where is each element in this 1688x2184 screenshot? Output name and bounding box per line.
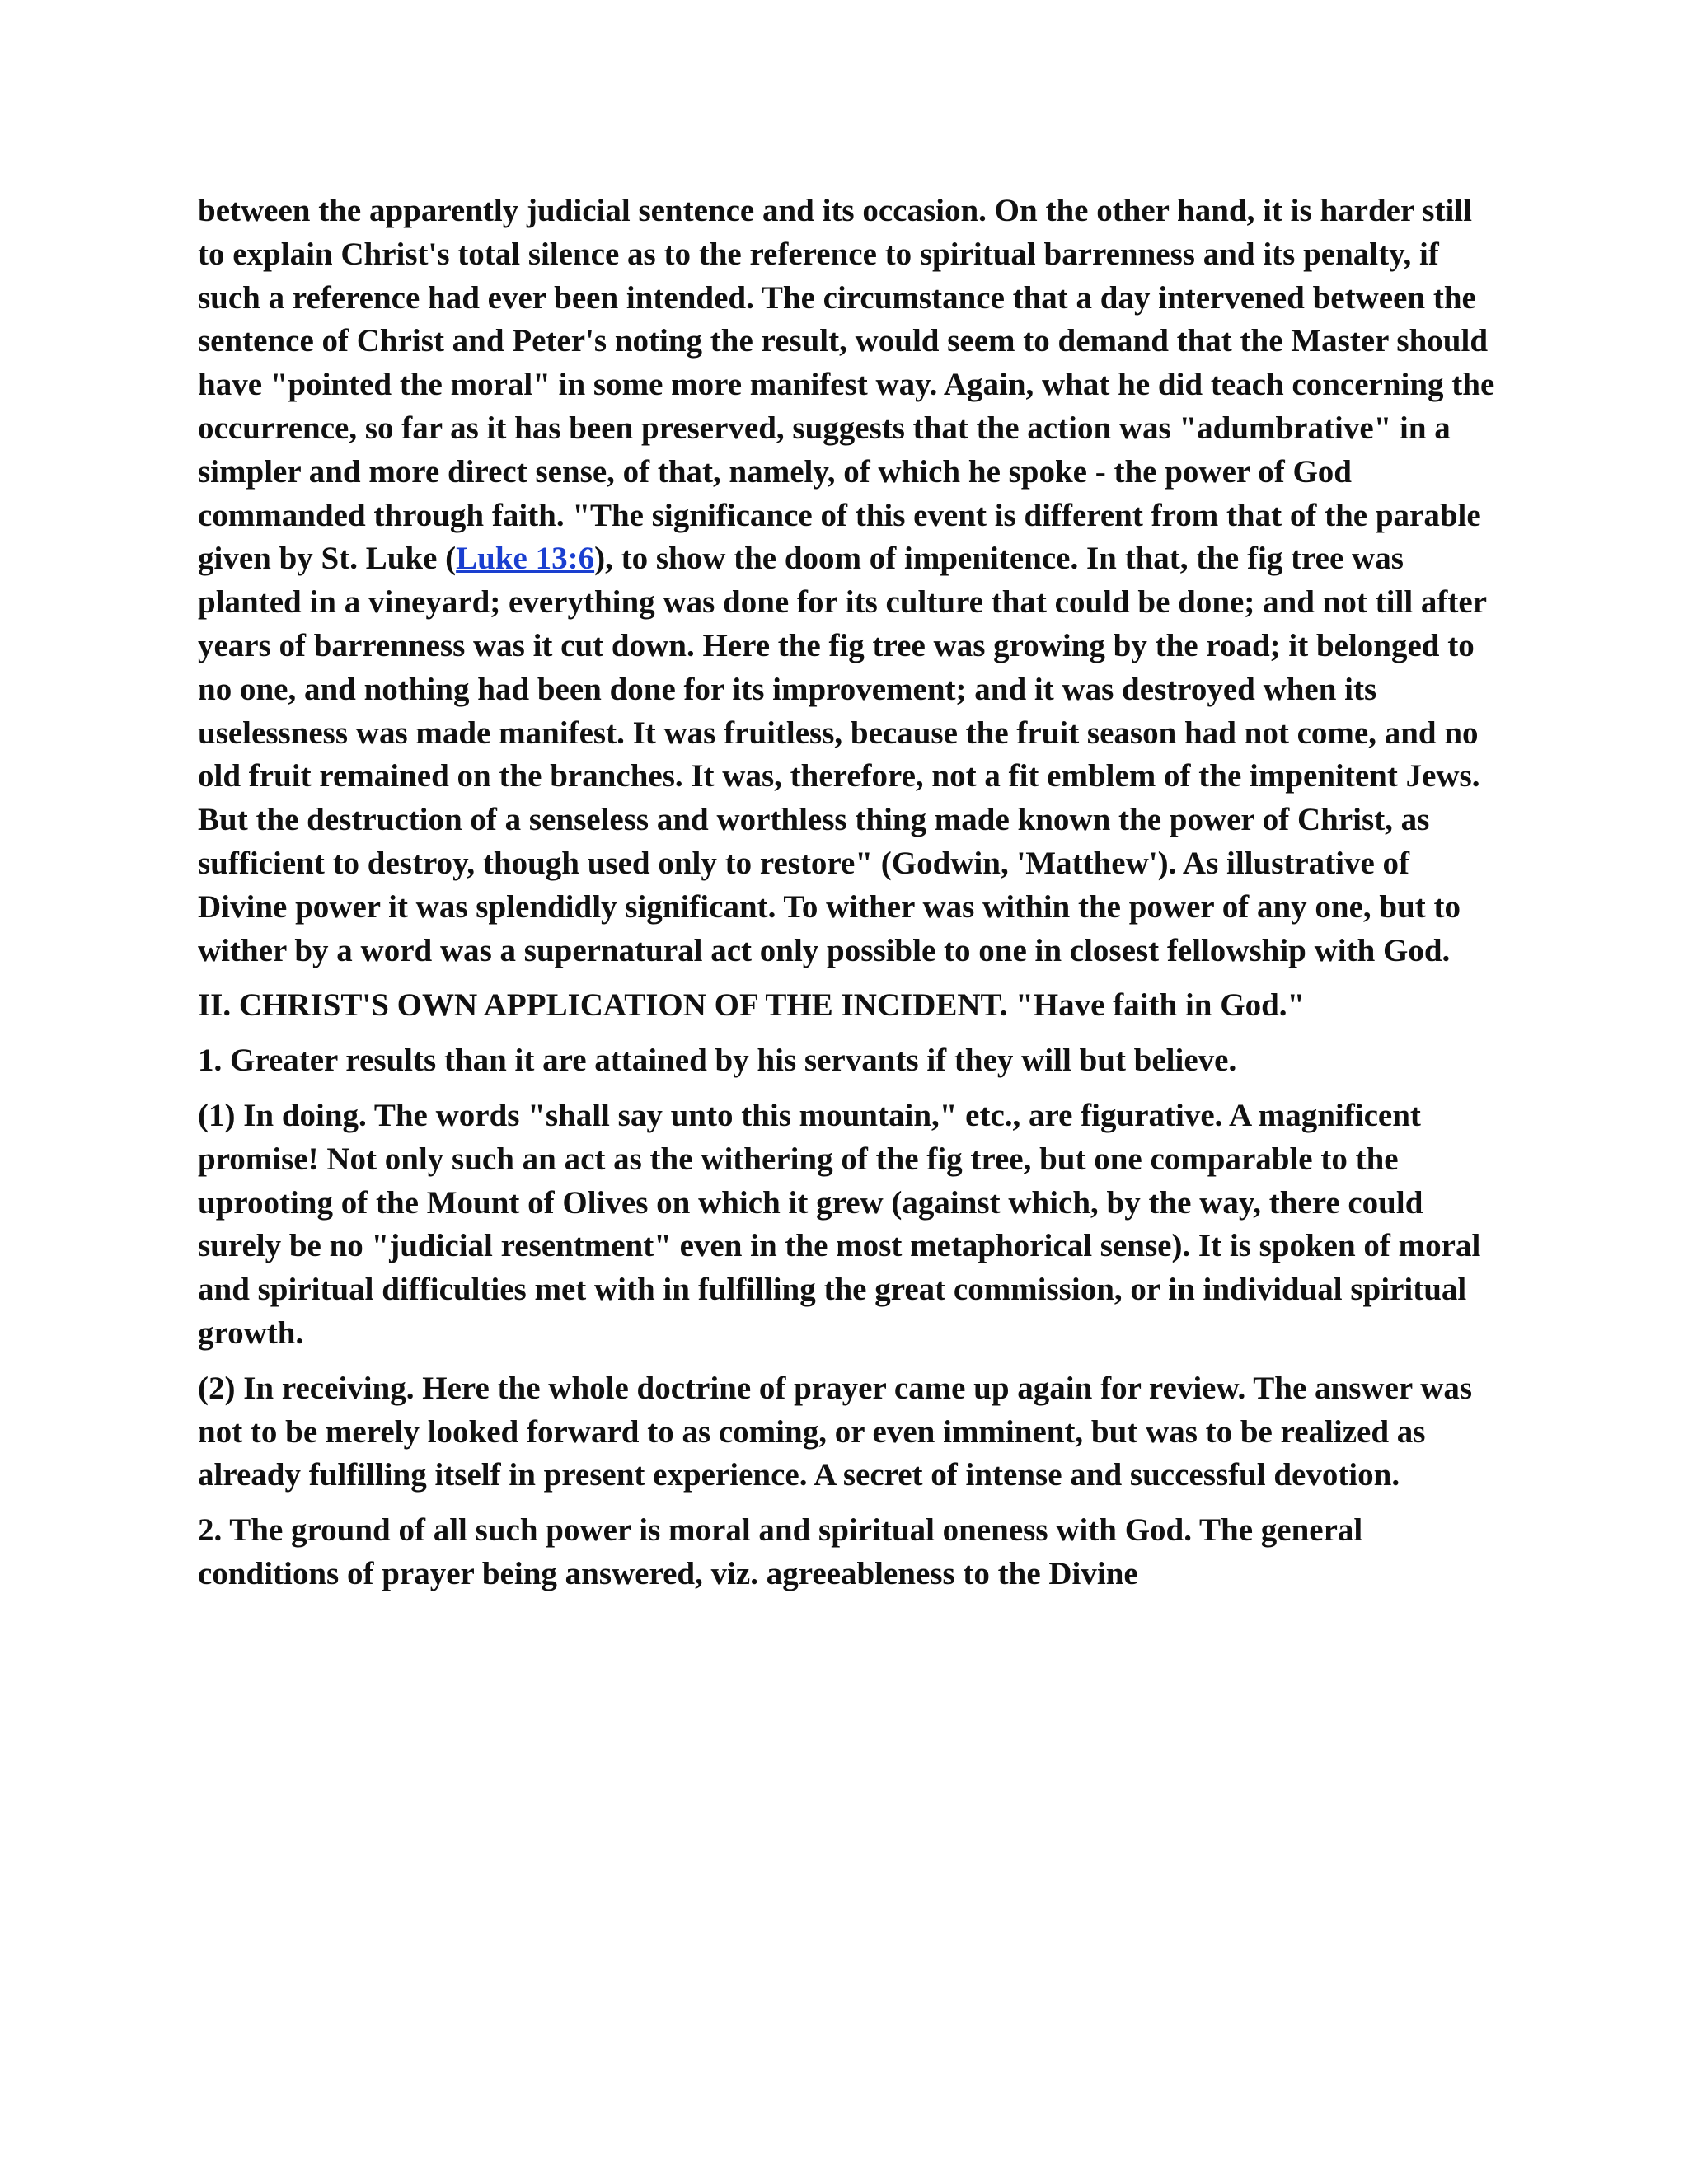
document-page <box>198 190 1500 1608</box>
paragraph-text-after-link: ), to show the doom of impenitence. In that, the fig tree was planted in a vineyard; everything was done for its culture that could be done; and not till after years of barrenness was it cut down. Here the fig tree was growing by the road; it belonged to no one, and nothing had been done for its improvement; and it was destroyed when its uselessness was made manifest. It was fruitless, because the fruit season had not come, and no old fruit remained on the branches. It was, therefore, not a fit emblem of the impenitent Jews. But the destruction of a senseless and worthless thing made known the power of Christ, as sufficient to destroy, though used only to restore" (Godwin, 'Matthew'). As illustrative of Divine power it was splendidly significant. To wither was within the power of any one, but to wither by a word was a supernatural act only possible to one in closest fellowship with God. <box>198 541 1487 968</box>
point-2-ground-of-power: 2. The ground of all such power is moral and spiritual oneness with God. The general conditions of prayer being answered, viz. agreeableness to the Divine <box>198 1512 1363 1591</box>
paragraph-text-before-link: between the apparently judicial sentence and its occasion. On the other hand, it is harder still to explain Christ's total silence as to the reference to spiritual barrenness and its penalty, if such a reference had ever been intended. The circumstance that a day intervened between the sentence of Christ and Peter's noting the result, would seem to demand that the Master should have "pointed the moral" in some more manifest way. Again, what he did teach concerning the occurrence, so far as it has been preserved, suggests that the action was "adumbrative" in a simpler and more direct sense, of that, namely, of which he spoke - the power of God commanded through faith. "The significance of this event is different from that of the parable given by St. Luke ( <box>198 193 1495 577</box>
scripture-link-luke-13-6[interactable]: Luke 13:6 <box>456 541 595 577</box>
point-1-greater-results: 1. Greater results than it are attained by his servants if they will but believe. <box>198 1043 1237 1079</box>
subpoint-2-in-receiving: (2) In receiving. Here the whole doctrine of prayer came up again for review. The answer was not to be merely looked forward to as coming, or even imminent, but was to be realized as already fulfilling itself in present experience. A secret of intense and successful devotion. <box>198 1370 1473 1493</box>
paragraph-fig-tree-commentary <box>198 190 1500 972</box>
subpoint-1-in-doing: (1) In doing. The words "shall say unto this mountain," etc., are figurative. A magnificent promise! Not only such an act as the withering of the fig tree, but one comparable to the uprooting of the Mount of Olives on which it grew (against which, by the way, there could surely be no "judicial resentment" even in the most metaphorical sense). It is spoken of moral and spiritual difficulties met with in fulfilling the great commission, or in individual spiritual growth. <box>198 1097 1481 1351</box>
section-heading-christ-application: II. CHRIST'S OWN APPLICATION OF THE INCIDENT. "Have faith in God." <box>198 987 1306 1024</box>
